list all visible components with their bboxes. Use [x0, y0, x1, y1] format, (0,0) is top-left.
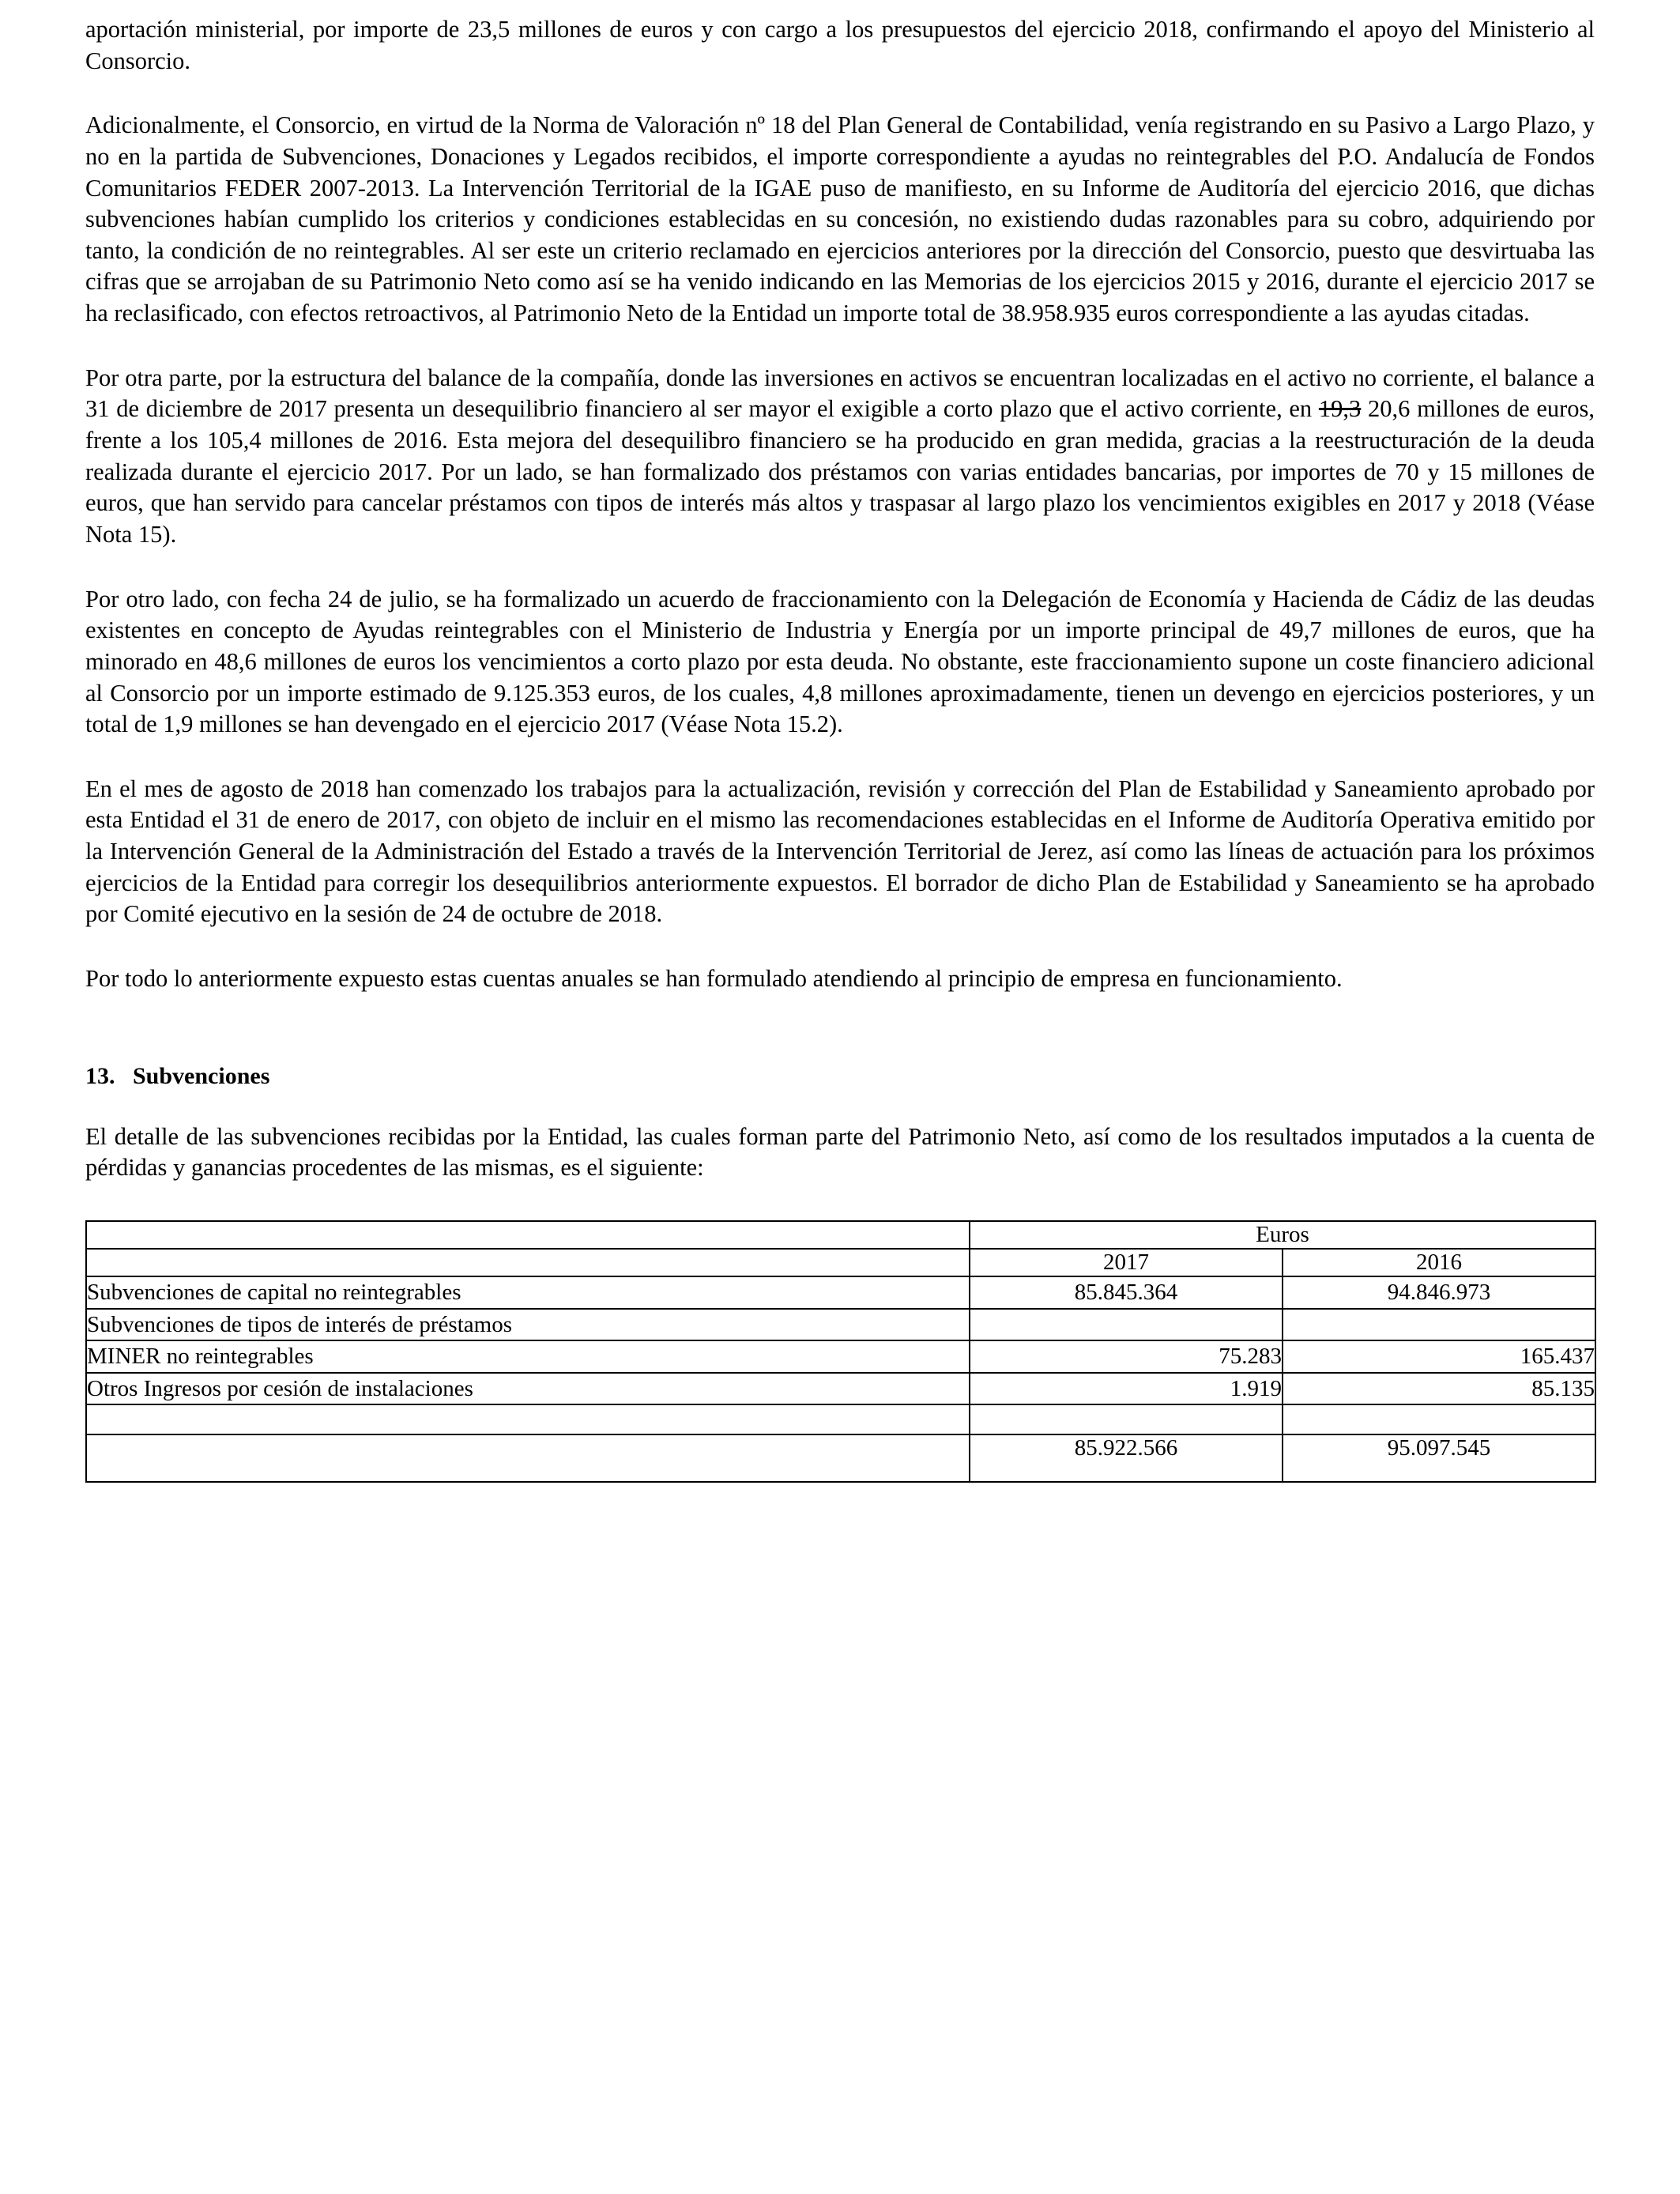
row-2016-3: 165.437 — [1283, 1340, 1595, 1373]
table-row — [86, 1309, 1595, 1341]
total-2017: 85.922.566 — [970, 1434, 1283, 1482]
spacer-2016 — [1283, 1404, 1595, 1434]
paragraph-3 — [85, 363, 1595, 551]
spacer-2017 — [970, 1404, 1283, 1434]
paragraph-5: En el mes de agosto de 2018 han comenzado los trabajos para la actualización, revisión y corrección del Plan de Estabilidad y Saneamiento aprobado por esta Entidad el 31 de enero de 2017, con objeto de incluir en el mismo las recomendaciones establecidas en el Informe de Auditoría Operativa emitido por la Intervención General de la Administración del Estado a través de la Intervención Territorial de Jerez, así como las líneas de actuación para los próximos ejercicios de la Entidad para corregir los desequilibrios anteriormente expuestos. El borrador de dicho Plan de Estabilidad y Saneamiento se ha aprobado por Comité ejecutivo en la sesión de 24 de octubre de 2018. — [85, 775, 1595, 928]
table-spacer-row — [86, 1404, 1595, 1434]
header-year-2016: 2016 — [1283, 1249, 1595, 1276]
row-label-4: Otros Ingresos por cesión de instalaciones — [86, 1373, 970, 1405]
total-2016: 95.097.545 — [1283, 1434, 1595, 1482]
table-row — [86, 1276, 1595, 1309]
empty-corner-cell — [86, 1221, 970, 1249]
empty-corner-cell-2 — [86, 1249, 970, 1276]
paragraph-1: aportación ministerial, por importe de 23,5 millones de euros y con cargo a los presupuestos del ejercicio 2018, confirmando el apoyo del Ministerio al Consorcio. — [85, 16, 1595, 74]
row-label-3: MINER no reintegrables — [86, 1340, 970, 1373]
row-2016-1: 94.846.973 — [1283, 1276, 1595, 1309]
paragraph-4: Por otro lado, con fecha 24 de julio, se ha formalizado un acuerdo de fraccionamiento con la Delegación de Economía y Hacienda de Cádiz de las deudas existentes en concepto de Ayudas reintegrables con el Ministerio de Industria y Energía por un importe principal de 49,7 millones de euros, que ha minorado en 48,6 millones de euros los vencimientos a corto plazo por esta deuda. No obstante, este fraccionamiento supone un coste financiero adicional al Consorcio por un importe estimado de 9.125.353 euros, de los cuales, 4,8 millones aproximadamente, tienen un devengo en ejercicios posteriores, y un total de 1,9 millones se han devengado en el ejercicio 2017 (Véase Nota 15.2). — [85, 585, 1595, 738]
row-2017-4: 1.919 — [970, 1373, 1283, 1405]
struck-figure: 19,3 — [1318, 395, 1362, 423]
row-2017-2 — [970, 1309, 1283, 1341]
header-euros: Euros — [970, 1221, 1595, 1249]
table-total-row — [86, 1434, 1595, 1482]
row-2016-4: 85.135 — [1283, 1373, 1595, 1405]
section-number: 13. — [85, 1062, 115, 1089]
table-header-group-row — [86, 1221, 1595, 1249]
spacer-label — [86, 1404, 970, 1434]
paragraph-2: Adicionalmente, el Consorcio, en virtud de la Norma de Valoración nº 18 del Plan General de Contabilidad, venía registrando en su Pasivo a Largo Plazo, y no en la partida de Subvenciones, Donaciones y Legados recibidos, el importe correspondiente a ayudas no reintegrables del P.O. Andalucía de Fondos Comunitarios FEDER 2007-2013. La Intervención Territorial de la IGAE puso de manifiesto, en su Informe de Auditoría del ejercicio 2016, que dichas subvenciones habían cumplido los criterios y condiciones establecidas en su concesión, no existiendo dudas razonables para su cobro, adquiriendo por tanto, la condición de no reintegrables. Al ser este un criterio reclamado en ejercicios anteriores por la dirección del Consorcio, puesto que desvirtuaba las cifras que se arrojaban de su Patrimonio Neto como así se ha venido indicando en las Memorias de los ejercicios 2015 y 2016, durante el ejercicio 2017 se ha reclasificado, con efectos retroactivos, al Patrimonio Neto de la Entidad un importe total de 38.958.935 euros correspondiente a las ayudas citadas. — [85, 111, 1595, 327]
section-title: Subvenciones — [133, 1062, 270, 1089]
subvenciones-table — [85, 1220, 1596, 1483]
table-row — [86, 1340, 1595, 1373]
total-label — [86, 1434, 970, 1482]
row-2016-2 — [1283, 1309, 1595, 1341]
table-header-year-row — [86, 1249, 1595, 1276]
paragraph-6: Por todo lo anteriormente expuesto estas cuentas anuales se han formulado atendiendo al principio de empresa en funcionamiento. — [85, 965, 1343, 993]
table-row — [86, 1373, 1595, 1405]
section-intro: El detalle de las subvenciones recibidas por la Entidad, las cuales forman parte del Patrimonio Neto, así como de los resultados imputados a la cuenta de pérdidas y ganancias procedentes de las mismas, es el siguiente: — [85, 1122, 1595, 1182]
row-label-2: Subvenciones de tipos de interés de préstamos — [86, 1309, 970, 1341]
header-year-2017: 2017 — [970, 1249, 1283, 1276]
row-2017-1: 85.845.364 — [970, 1276, 1283, 1309]
row-2017-3: 75.283 — [970, 1340, 1283, 1373]
paragraph-3-before: Por otra parte, por la estructura del balance de la compañía, donde las inversiones en activos se encuentran localizadas en el activo no corriente, el balance a 31 de diciembre de 2017 presenta un desequilibrio financiero al ser mayor el exigible a corto plazo que el activo corriente, en — [85, 364, 1595, 423]
row-label-1: Subvenciones de capital no reintegrables — [86, 1276, 970, 1309]
paragraph-3-after: 20,6 millones de euros, frente a los 105,4 millones de 2016. Esta mejora del desequilibro financiero se ha producido en gran medida, gracias a la reestructuración de la deuda realizada durante el ejercicio 2017. Por un lado, se han formalizado dos préstamos con varias entidades bancarias, por importes de 70 y 15 millones de euros, que han servido para cancelar préstamos con tipos de interés más altos y traspasar al largo plazo los vencimientos exigibles en 2017 y 2018 (Véase Nota 15). — [85, 395, 1595, 548]
section-heading — [85, 1063, 1595, 1090]
